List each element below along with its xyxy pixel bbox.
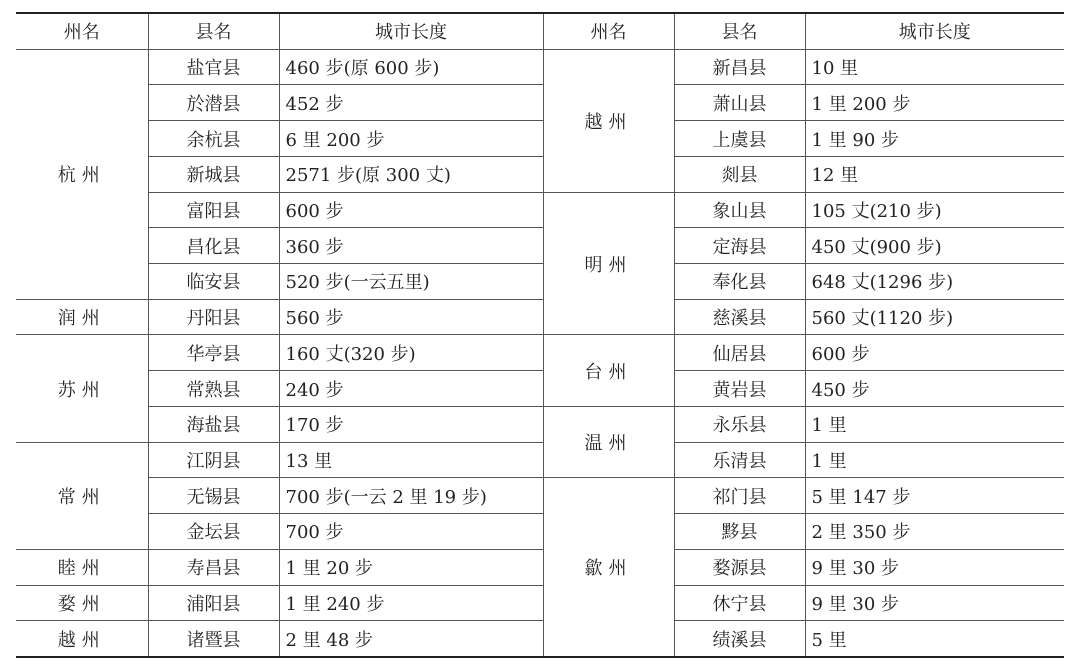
county-cell: 寿昌县 — [148, 549, 279, 585]
header-county: 县名 — [148, 13, 279, 49]
prefecture-cell: 温州 — [543, 406, 674, 477]
prefecture-cell: 常州 — [16, 442, 148, 549]
county-cell: 诸暨县 — [148, 621, 279, 657]
county-cell: 剡县 — [674, 156, 805, 192]
length-cell: 5 里 — [805, 621, 1064, 657]
table-row — [16, 335, 1064, 371]
county-cell: 余杭县 — [148, 121, 279, 157]
length-cell: 1 里 200 步 — [805, 85, 1064, 121]
prefecture-cell: 杭州 — [16, 49, 148, 299]
county-cell: 黄岩县 — [674, 371, 805, 407]
county-cell: 金坛县 — [148, 514, 279, 550]
county-cell: 萧山县 — [674, 85, 805, 121]
length-cell: 700 步 — [279, 514, 543, 550]
prefecture-cell: 歙州 — [543, 478, 674, 657]
length-cell: 2 里 350 步 — [805, 514, 1064, 550]
table-row — [16, 85, 1064, 121]
county-cell: 婺源县 — [674, 549, 805, 585]
length-cell: 2571 步(原 300 丈) — [279, 156, 543, 192]
length-cell: 450 丈(900 步) — [805, 228, 1064, 264]
county-cell: 浦阳县 — [148, 585, 279, 621]
header-city-length: 城市长度 — [279, 13, 543, 49]
table-row — [16, 406, 1064, 442]
length-cell: 560 步 — [279, 299, 543, 335]
length-cell: 1 里 — [805, 406, 1064, 442]
prefecture-cell: 越州 — [16, 621, 148, 657]
length-cell: 12 里 — [805, 156, 1064, 192]
county-cell: 盐官县 — [148, 49, 279, 85]
prefecture-cell: 越州 — [543, 49, 674, 192]
county-cell: 仙居县 — [674, 335, 805, 371]
county-cell: 定海县 — [674, 228, 805, 264]
county-cell: 新昌县 — [674, 49, 805, 85]
length-cell: 560 丈(1120 步) — [805, 299, 1064, 335]
length-cell: 360 步 — [279, 228, 543, 264]
county-cell: 昌化县 — [148, 228, 279, 264]
table-row — [16, 121, 1064, 157]
length-cell: 600 步 — [805, 335, 1064, 371]
length-cell: 450 步 — [805, 371, 1064, 407]
county-cell: 慈溪县 — [674, 299, 805, 335]
length-cell: 1 里 240 步 — [279, 585, 543, 621]
length-cell: 170 步 — [279, 406, 543, 442]
length-cell: 648 丈(1296 步) — [805, 264, 1064, 300]
table-row — [16, 264, 1064, 300]
length-cell: 2 里 48 步 — [279, 621, 543, 657]
county-cell: 海盐县 — [148, 406, 279, 442]
header-prefecture: 州名 — [543, 13, 674, 49]
table-row — [16, 371, 1064, 407]
length-cell: 1 里 90 步 — [805, 121, 1064, 157]
length-cell: 520 步(一云五里) — [279, 264, 543, 300]
city-length-table — [16, 12, 1064, 658]
length-cell: 240 步 — [279, 371, 543, 407]
county-cell: 象山县 — [674, 192, 805, 228]
length-cell: 460 步(原 600 步) — [279, 49, 543, 85]
table-row — [16, 549, 1064, 585]
county-cell: 永乐县 — [674, 406, 805, 442]
county-cell: 华亭县 — [148, 335, 279, 371]
county-cell: 休宁县 — [674, 585, 805, 621]
county-cell: 常熟县 — [148, 371, 279, 407]
header-row — [16, 13, 1064, 49]
county-cell: 新城县 — [148, 156, 279, 192]
county-cell: 上虞县 — [674, 121, 805, 157]
county-cell: 江阴县 — [148, 442, 279, 478]
county-cell: 乐清县 — [674, 442, 805, 478]
county-cell: 无锡县 — [148, 478, 279, 514]
length-cell: 1 里 20 步 — [279, 549, 543, 585]
prefecture-cell: 睦州 — [16, 549, 148, 585]
county-cell: 祁门县 — [674, 478, 805, 514]
county-cell: 富阳县 — [148, 192, 279, 228]
length-cell: 9 里 30 步 — [805, 585, 1064, 621]
prefecture-cell: 台州 — [543, 335, 674, 406]
header-prefecture: 州名 — [16, 13, 148, 49]
county-cell: 丹阳县 — [148, 299, 279, 335]
prefecture-cell: 明州 — [543, 192, 674, 335]
table-row — [16, 621, 1064, 657]
length-cell: 9 里 30 步 — [805, 549, 1064, 585]
county-cell: 奉化县 — [674, 264, 805, 300]
table-row — [16, 514, 1064, 550]
length-cell: 600 步 — [279, 192, 543, 228]
table-row — [16, 585, 1064, 621]
table-row — [16, 299, 1064, 335]
prefecture-cell: 婺州 — [16, 585, 148, 621]
county-cell: 绩溪县 — [674, 621, 805, 657]
length-cell: 700 步(一云 2 里 19 步) — [279, 478, 543, 514]
length-cell: 5 里 147 步 — [805, 478, 1064, 514]
table-row — [16, 156, 1064, 192]
length-cell: 13 里 — [279, 442, 543, 478]
prefecture-cell: 润州 — [16, 299, 148, 335]
length-cell: 1 里 — [805, 442, 1064, 478]
county-cell: 於潜县 — [148, 85, 279, 121]
length-cell: 6 里 200 步 — [279, 121, 543, 157]
length-cell: 10 里 — [805, 49, 1064, 85]
table-row — [16, 228, 1064, 264]
table-row — [16, 192, 1064, 228]
county-cell: 临安县 — [148, 264, 279, 300]
length-cell: 105 丈(210 步) — [805, 192, 1064, 228]
table-row — [16, 49, 1064, 85]
county-cell: 黟县 — [674, 514, 805, 550]
length-cell: 160 丈(320 步) — [279, 335, 543, 371]
length-cell: 452 步 — [279, 85, 543, 121]
table-row — [16, 442, 1064, 478]
header-city-length: 城市长度 — [805, 13, 1064, 49]
table-row — [16, 478, 1064, 514]
header-county: 县名 — [674, 13, 805, 49]
prefecture-cell: 苏州 — [16, 335, 148, 442]
